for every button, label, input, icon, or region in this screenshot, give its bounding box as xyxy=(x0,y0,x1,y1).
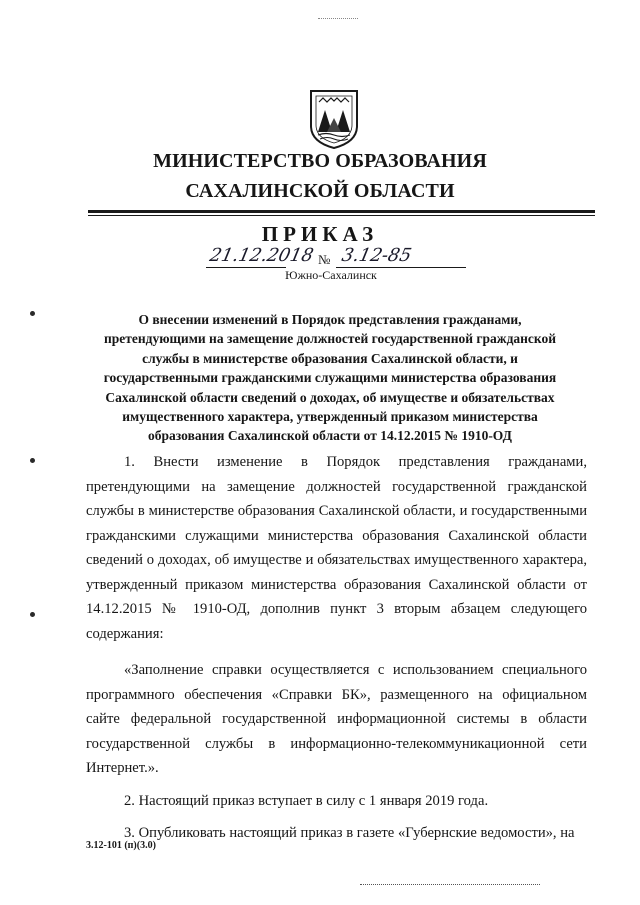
city-name: Южно-Сахалинск xyxy=(285,268,377,282)
number-sign: № xyxy=(318,252,331,267)
sakhalin-coat-of-arms-icon xyxy=(308,88,360,150)
form-code: 3.12-101 (п)(3.0) xyxy=(86,840,156,851)
subject-line: службы в министерстве образования Сахалинской области, и xyxy=(142,350,518,366)
header-rule-thick xyxy=(88,210,595,213)
scan-margin-mark xyxy=(30,458,35,463)
order-paragraph-quote: «Заполнение справки осуществляется с использованием специального программного обеспечения «Справки БК», размещенного на официальном сайте федеральной государственной информационной системы в области государственной службы в информационно-телекоммуникационной сети Интернет.». xyxy=(86,662,587,776)
subject-line: государственными гражданскими служащими министерства образования xyxy=(103,370,557,386)
subject-line: претендующими на замещение должностей государственной гражданской xyxy=(103,331,557,347)
scan-margin-mark xyxy=(30,612,35,617)
header-rule-thin xyxy=(88,215,595,216)
subject-line: имущественного характера, утвержденный приказом министерства xyxy=(122,409,538,425)
order-title: ПРИКАЗ xyxy=(261,222,379,246)
order-body xyxy=(86,450,587,846)
order-date-handwritten: 21.12.2018 xyxy=(207,245,316,266)
ministry-name-line-2: САХАЛИНСКОЙ ОБЛАСТИ xyxy=(185,180,455,202)
subject-line: О внесении изменений в Порядок представления гражданами, xyxy=(138,312,522,327)
subject-line: Сахалинской области сведений о доходах, об имуществе и обязательствах xyxy=(105,389,555,405)
subject-line: образования Сахалинской области от 14.12.2015 № 1910-ОД xyxy=(148,428,512,444)
scan-margin-mark xyxy=(30,311,35,316)
order-paragraph-1: 1. Внести изменение в Порядок представления гражданами, претендующими на замещение должностей государственной гражданской службы в министерстве образования Сахалинской области, и государственными гражданскими служащими министерства образования Сахалинской области сведений о доходах, об имуществе и обязательствах имущественного характера, утвержденный приказом министерства образования Сахалинской области от 14.12.2015 № 1910-ОД, дополнив пункт 3 вторым абзацем следующего содержания: xyxy=(86,454,587,642)
order-paragraph-2: 2. Настоящий приказ вступает в силу с 1 января 2019 года. xyxy=(124,792,489,809)
scan-artifact-dots-top xyxy=(318,18,358,19)
order-subject xyxy=(60,310,600,446)
ministry-name-line-1: МИНИСТЕРСТВО ОБРАЗОВАНИЯ xyxy=(153,150,487,172)
order-number-handwritten: 3.12-85 xyxy=(339,245,414,266)
scan-artifact-dots-bottom xyxy=(360,884,540,885)
order-paragraph-3: 3. Опубликовать настоящий приказ в газете «Губернские ведомости», на xyxy=(124,825,575,841)
